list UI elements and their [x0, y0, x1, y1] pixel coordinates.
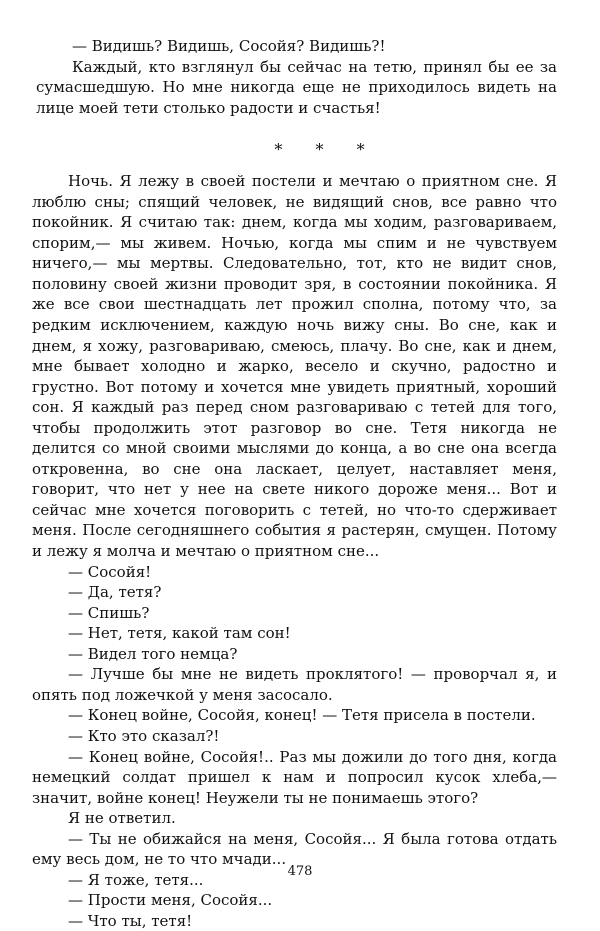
dialog-line: — Да, тетя? [68, 583, 162, 602]
paragraph: Я не ответил. [68, 809, 176, 828]
paragraph: — Видишь? Видишь, Сосойя? Видишь?! [72, 37, 386, 55]
dialog-line: — Видел того немца? [68, 644, 238, 663]
paragraph: Каждый, кто взглянул бы сейчас на тетю, принял бы ее за сумасшедшую. Но мне никогда еще не приходилось видеть на лице моей тети столько радости и счастья! [36, 57, 557, 117]
dialog-line: — Ты не обижайся на меня, Сосойя... Я была готова отдать ему весь дом, не то что мчади... [32, 829, 557, 869]
dialog-line: — Конец войне, Сосойя!.. Раз мы дожили до того дня, когда немецкий солдат пришел к нам и попросил кусок хлеба,— значит, войне конец! Неужели ты не понимаешь этого? [32, 747, 557, 807]
dialog-line: — Конец войне, Сосойя, конец! — Тетя присела в постели. [68, 706, 536, 725]
section-separator: * * * [274, 140, 379, 160]
dialog-line: — Прости меня, Сосойя... [68, 891, 273, 910]
dialog-line: — Что ты, тетя! [68, 911, 193, 930]
dialog-line: — Сосойя! [68, 562, 152, 581]
dialog-line: — Кто это сказал?! [68, 726, 220, 745]
dialog-line: — Нет, тетя, какой там сон! [68, 624, 291, 643]
dialog-line: — Лучше бы мне не видеть проклятого! — проворчал я, и опять под ложечкой у меня засосало. [32, 665, 557, 704]
main-text [32, 171, 557, 931]
page-number: 478 [287, 864, 313, 879]
paragraph: Ночь. Я лежу в своей постели и мечтаю о приятном сне. Я люблю сны; спящий человек, не видящий снов, все равно что покойник. Я считаю так: днем, когда мы ходим, разговариваем, спорим,— мы живем. Ночью, когда мы спим и не чувствуем ничего,— мы мертвы. Следовательно, тот, кто не видит снов, половину своей жизни проводит зря, в состоянии покойника. Я же все свои шестнадцать лет прожил сполна, потому что, за редким исключением, каждую ночь вижу сны. Во сне, как и днем, я хожу, разговариваю, смеюсь, плачу. Во сне, как и днем, мне бывает холодно и жарко, весело и скучно, радостно и грустно. Вот потому и хочется мне увидеть приятный, хороший сон. Я каждый раз перед сном разговариваю с тетей для того, чтобы продолжить этот разговор во сне. Тетя никогда не делится со мной своими мыслями до конца, а во сне она всегда откровенна, во сне она ласкает, целует, наставляет меня, говорит, что нет у нее на свете никого дороже меня... Вот и сейчас мне хочется поговорить с тетей, но что-то сдерживает меня. После сегодняшнего события я растерян, смущен. Потому и лежу я молча и мечтаю о приятном сне... [32, 172, 557, 561]
dialog-line: — Я тоже, тетя... [68, 870, 204, 889]
opening-section [36, 36, 557, 118]
dialog-line: — Спишь? [68, 603, 150, 622]
